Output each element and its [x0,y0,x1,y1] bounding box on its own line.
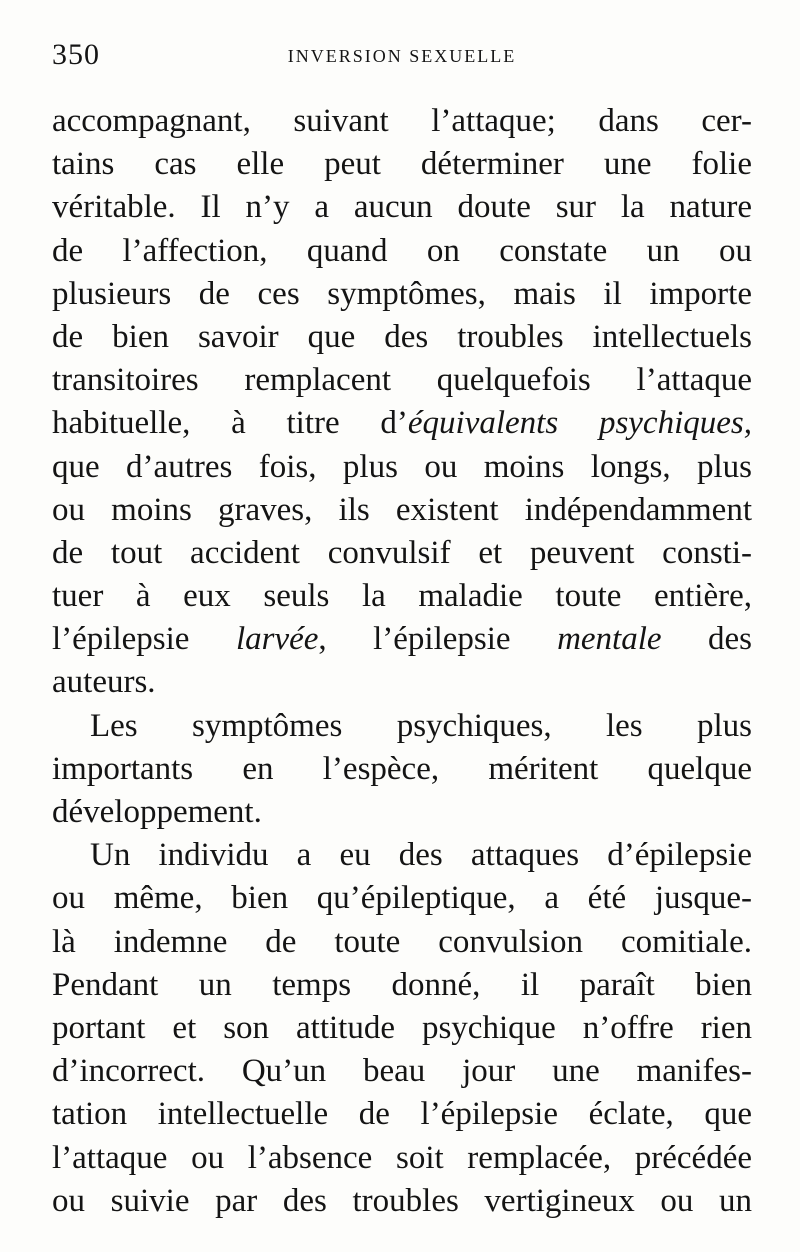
text-run: habituelle, à titre d’ [52,405,408,442]
text-line: là indemne de toute convulsion comitiale. [52,923,752,960]
text-line: portant et son attitude psychique n’offre rien [52,1009,752,1046]
running-head [52,38,752,78]
text-line: tuer à eux seuls la maladie toute entière, [52,578,752,615]
text-line: Pendant un temps donné, il paraît bien [52,966,752,1003]
text-line: ou même, bien qu’épileptique, a été jusque- [52,880,752,917]
text-line: d’incorrect. Qu’un beau jour une manifes- [52,1053,752,1090]
text-line: ou suivie par des troubles vertigineux ou un [52,1182,752,1219]
text-line: tation intellectuelle de l’épilepsie éclate, que [52,1096,752,1133]
page-number: 350 [52,38,100,71]
text-line: plusieurs de ces symptômes, mais il importe [52,275,752,312]
running-title: INVERSION SEXUELLE [287,46,517,66]
text-line: véritable. Il n’y a aucun doute sur la nature [52,189,752,226]
text-line: Un individu a eu des attaques d’épilepsie [90,837,752,874]
text-line: que d’autres fois, plus ou moins longs, plus [52,448,752,485]
italic-phrase: équivalents psychiques, [407,405,752,442]
body-text [52,100,752,1223]
text-line: l’attaque ou l’absence soit remplacée, précédée [52,1139,752,1176]
italic-word: mentale [557,621,662,658]
text-line: tains cas elle peut déterminer une folie [52,146,752,183]
text-line: ou moins graves, ils existent indépendamment [52,491,752,528]
text-line: accompagnant, suivant l’attaque; dans cer- [52,103,752,139]
text-line: importants en l’espèce, méritent quelque [52,750,752,787]
text-line: de l’affection, quand on constate un ou [52,232,752,269]
text-line: de bien savoir que des troubles intellectuels [52,318,752,355]
text-run: , l’épilepsie [318,621,558,658]
text-line: auteurs. [52,664,156,701]
italic-word: larvée [235,621,319,658]
text-run: l’épilepsie [52,621,236,658]
text-line: transitoires remplacent quelquefois l’attaque [52,362,752,399]
text-line: développement. [52,794,262,830]
text-run: des [661,621,753,658]
text-line [52,402,752,445]
text-line: de tout accident convulsif et peuvent consti- [52,534,752,571]
text-line [52,618,752,661]
text-line: Les symptômes psychiques, les plus [90,707,752,744]
